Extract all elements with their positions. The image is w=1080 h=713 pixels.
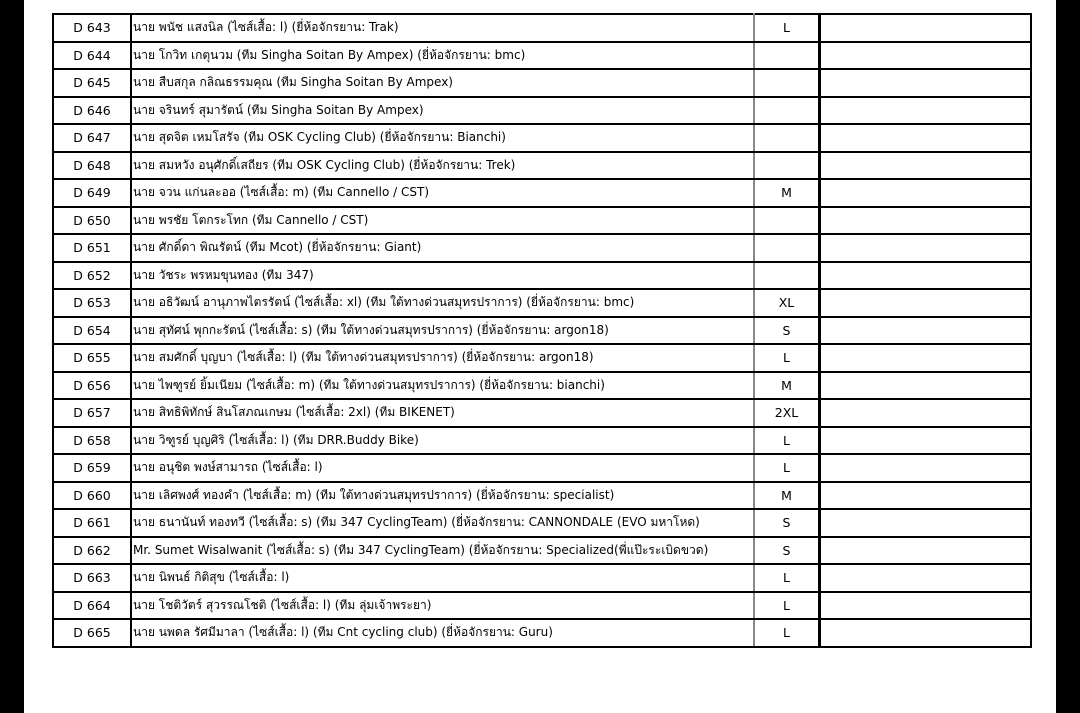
participant-cell: นาย วิฑูรย์ บุญศิริ (ไซส์เสื้อ: l) (ทีม DRR.Buddy Bike) <box>131 427 754 455</box>
table-row <box>53 124 1031 152</box>
table-row <box>53 564 1031 592</box>
notes-cell <box>820 69 1032 97</box>
participant-cell: นาย โกวิท เกตุนวม (ทีม Singha Soitan By Ampex) (ยี่ห้อจักรยาน: bmc) <box>131 42 754 70</box>
bib-number-cell: D 644 <box>53 42 131 70</box>
participant-cell: นาย นพดล รัศมีมาลา (ไซส์เสื้อ: l) (ทีม Cnt cycling club) (ยี่ห้อจักรยาน: Guru) <box>131 619 754 647</box>
notes-cell <box>820 179 1032 207</box>
participant-cell: นาย ศักดิ์ดา พิณรัตน์ (ทีม Mcot) (ยี่ห้อจักรยาน: Giant) <box>131 234 754 262</box>
participant-cell: นาย ไพฑูรย์ ยิ้มเนียม (ไซส์เสื้อ: m) (ทีม ใต้ทางด่วนสมุทรปราการ) (ยี่ห้อจักรยาน: bianchi) <box>131 372 754 400</box>
notes-cell <box>820 344 1032 372</box>
table-row <box>53 537 1031 565</box>
bib-number-cell: D 663 <box>53 564 131 592</box>
participant-cell: นาย สุดจิต เหมโสรัจ (ทีม OSK Cycling Club) (ยี่ห้อจักรยาน: Bianchi) <box>131 124 754 152</box>
table-row <box>53 619 1031 647</box>
notes-cell <box>820 124 1032 152</box>
bib-number-cell: D 652 <box>53 262 131 290</box>
notes-cell <box>820 14 1032 42</box>
table-row <box>53 262 1031 290</box>
shirt-size-cell <box>754 42 820 70</box>
table-row <box>53 592 1031 620</box>
notes-cell <box>820 399 1032 427</box>
table-row <box>53 344 1031 372</box>
bib-number-cell: D 664 <box>53 592 131 620</box>
bib-number-cell: D 651 <box>53 234 131 262</box>
bib-number-cell: D 659 <box>53 454 131 482</box>
participant-cell: นาย สมหวัง อนุศักดิ์เสถียร (ทีม OSK Cycling Club) (ยี่ห้อจักรยาน: Trek) <box>131 152 754 180</box>
shirt-size-cell: S <box>754 317 820 345</box>
table-row <box>53 372 1031 400</box>
shirt-size-cell: L <box>754 592 820 620</box>
table-row <box>53 207 1031 235</box>
shirt-size-cell: L <box>754 427 820 455</box>
participant-cell: นาย สิทธิพิทักษ์ สินโสภณเกษม (ไซส์เสื้อ: 2xl) (ทีม BIKENET) <box>131 399 754 427</box>
participant-cell: นาย พนัช แสงนิล (ไซส์เสื้อ: l) (ยี่ห้อจักรยาน: Trak) <box>131 14 754 42</box>
shirt-size-cell: S <box>754 509 820 537</box>
shirt-size-cell <box>754 69 820 97</box>
shirt-size-cell: S <box>754 537 820 565</box>
bib-number-cell: D 643 <box>53 14 131 42</box>
shirt-size-cell: M <box>754 482 820 510</box>
notes-cell <box>820 262 1032 290</box>
participant-cell: นาย นิพนธ์ กิติสุข (ไซส์เสื้อ: l) <box>131 564 754 592</box>
participant-table <box>52 13 1032 648</box>
notes-cell <box>820 207 1032 235</box>
participant-cell: นาย โชติวัตร์ สุวรรณโชติ (ไซส์เสื้อ: l) (ทีม ลุ่มเจ้าพระยา) <box>131 592 754 620</box>
table-row <box>53 152 1031 180</box>
table-row <box>53 399 1031 427</box>
shirt-size-cell: 2XL <box>754 399 820 427</box>
bib-number-cell: D 649 <box>53 179 131 207</box>
participant-cell: นาย พรชัย โตกระโทก (ทีม Cannello / CST) <box>131 207 754 235</box>
bib-number-cell: D 654 <box>53 317 131 345</box>
notes-cell <box>820 234 1032 262</box>
bib-number-cell: D 658 <box>53 427 131 455</box>
participant-cell: นาย สุทัศน์ พุกกะรัตน์ (ไซส์เสื้อ: s) (ทีม ใต้ทางด่วนสมุทรปราการ) (ยี่ห้อจักรยาน: argon18) <box>131 317 754 345</box>
bib-number-cell: D 645 <box>53 69 131 97</box>
shirt-size-cell <box>754 97 820 125</box>
notes-cell <box>820 372 1032 400</box>
shirt-size-cell: L <box>754 564 820 592</box>
bib-number-cell: D 665 <box>53 619 131 647</box>
notes-cell <box>820 427 1032 455</box>
bib-number-cell: D 661 <box>53 509 131 537</box>
bib-number-cell: D 660 <box>53 482 131 510</box>
bib-number-cell: D 655 <box>53 344 131 372</box>
notes-cell <box>820 592 1032 620</box>
shirt-size-cell <box>754 207 820 235</box>
notes-cell <box>820 317 1032 345</box>
bib-number-cell: D 647 <box>53 124 131 152</box>
bib-number-cell: D 646 <box>53 97 131 125</box>
table-row <box>53 234 1031 262</box>
table-row <box>53 289 1031 317</box>
participant-cell: นาย จวน แก่นละออ (ไซส์เสื้อ: m) (ทีม Cannello / CST) <box>131 179 754 207</box>
table-row <box>53 97 1031 125</box>
shirt-size-cell <box>754 124 820 152</box>
table-row <box>53 427 1031 455</box>
shirt-size-cell: XL <box>754 289 820 317</box>
shirt-size-cell: M <box>754 372 820 400</box>
notes-cell <box>820 152 1032 180</box>
shirt-size-cell <box>754 152 820 180</box>
bib-number-cell: D 650 <box>53 207 131 235</box>
notes-cell <box>820 482 1032 510</box>
table-row <box>53 454 1031 482</box>
notes-cell <box>820 42 1032 70</box>
notes-cell <box>820 564 1032 592</box>
shirt-size-cell: L <box>754 619 820 647</box>
participant-cell: นาย อธิวัฒน์ อานุภาพไตรรัตน์ (ไซส์เสื้อ: xl) (ทีม ใต้ทางด่วนสมุทรปราการ) (ยี่ห้อจักรยาน: bmc) <box>131 289 754 317</box>
notes-cell <box>820 289 1032 317</box>
notes-cell <box>820 619 1032 647</box>
notes-cell <box>820 97 1032 125</box>
bib-number-cell: D 656 <box>53 372 131 400</box>
shirt-size-cell <box>754 262 820 290</box>
table-row <box>53 69 1031 97</box>
participant-cell: Mr. Sumet Wisalwanit (ไซส์เสื้อ: s) (ทีม 347 CyclingTeam) (ยี่ห้อจักรยาน: Specialized(พี่แป๊ะระเบิดขวด) <box>131 537 754 565</box>
table-row <box>53 317 1031 345</box>
bib-number-cell: D 653 <box>53 289 131 317</box>
table-row <box>53 42 1031 70</box>
bib-number-cell: D 662 <box>53 537 131 565</box>
shirt-size-cell <box>754 234 820 262</box>
participant-cell: นาย เลิศพงศ์ ทองคำ (ไซส์เสื้อ: m) (ทีม ใต้ทางด่วนสมุทรปราการ) (ยี่ห้อจักรยาน: specialist) <box>131 482 754 510</box>
participant-cell: นาย จรินทร์ สุมารัตน์ (ทีม Singha Soitan By Ampex) <box>131 97 754 125</box>
table-row <box>53 14 1031 42</box>
participant-cell: นาย สืบสกุล กลิณธรรมคุณ (ทีม Singha Soitan By Ampex) <box>131 69 754 97</box>
participant-cell: นาย อนุชิต พงษ์สามารถ (ไซส์เสื้อ: l) <box>131 454 754 482</box>
shirt-size-cell: L <box>754 14 820 42</box>
notes-cell <box>820 537 1032 565</box>
shirt-size-cell: M <box>754 179 820 207</box>
table-row <box>53 179 1031 207</box>
notes-cell <box>820 509 1032 537</box>
bib-number-cell: D 648 <box>53 152 131 180</box>
participant-cell: นาย สมศักดิ์ บุญบา (ไซส์เสื้อ: l) (ทีม ใต้ทางด่วนสมุทรปราการ) (ยี่ห้อจักรยาน: argon18) <box>131 344 754 372</box>
shirt-size-cell: L <box>754 344 820 372</box>
shirt-size-cell: L <box>754 454 820 482</box>
participant-cell: นาย วัชระ พรหมขุนทอง (ทีม 347) <box>131 262 754 290</box>
document-page <box>24 0 1056 713</box>
participant-cell: นาย ธนานันท์ ทองทวี (ไซส์เสื้อ: s) (ทีม 347 CyclingTeam) (ยี่ห้อจักรยาน: CANNONDALE (EVO มหาโหด) <box>131 509 754 537</box>
table-row <box>53 482 1031 510</box>
table-row <box>53 509 1031 537</box>
notes-cell <box>820 454 1032 482</box>
bib-number-cell: D 657 <box>53 399 131 427</box>
